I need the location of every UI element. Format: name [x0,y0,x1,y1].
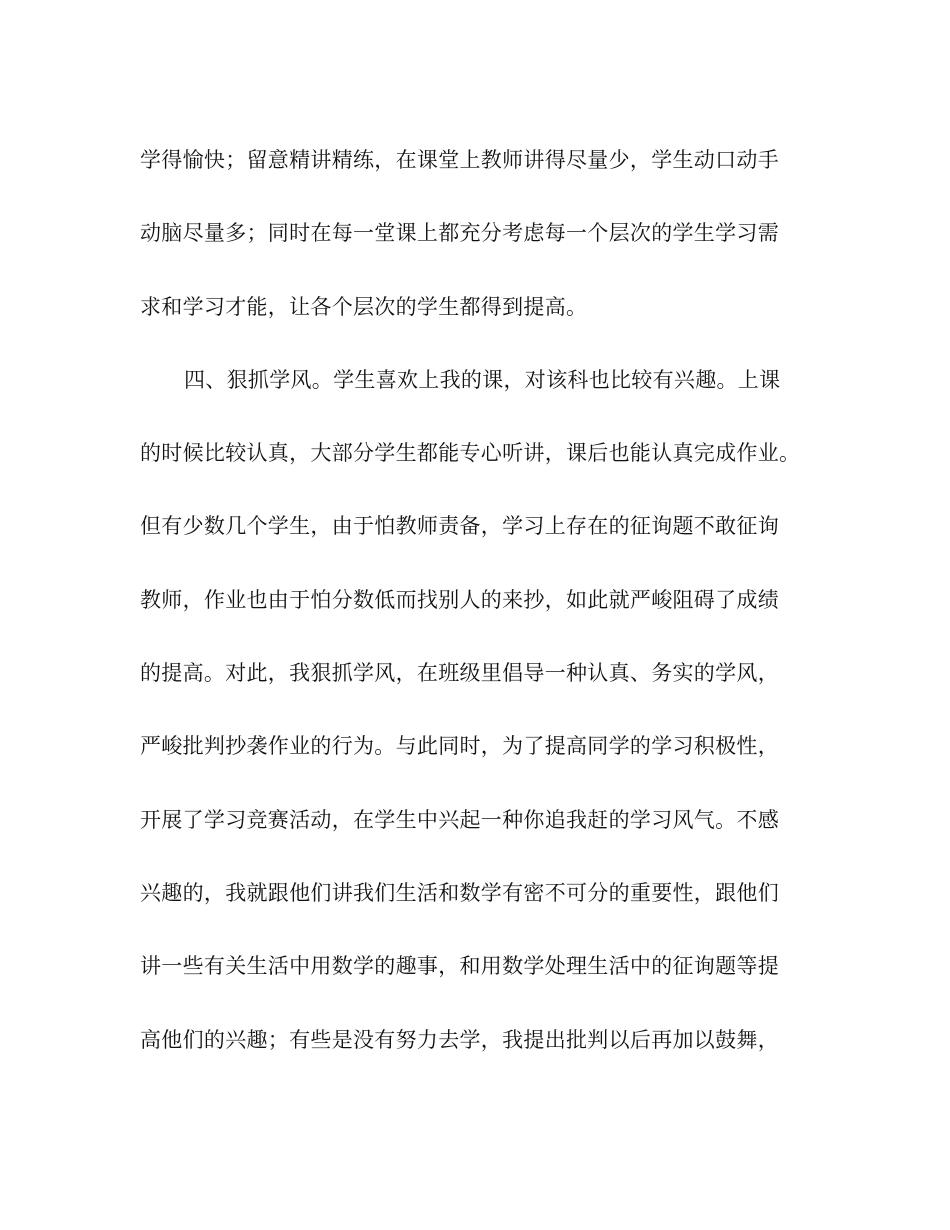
text-line: 动脑尽量多；同时在每一堂课上都充分考虑每一个层次的学生学习需 [140,221,779,246]
text-line: 的时候比较认真，大部分学生都能专心听讲，课后也能认真完成作业。 [140,441,801,466]
text-line: 讲一些有关生活中用数学的趣事，和用数学处理生活中的征询题等提 [140,954,779,979]
text-line: 开展了学习竞赛活动，在学生中兴起一种你追我赶的学习风气。不感 [140,807,779,832]
body-text [140,140,820,1093]
text-line: 的提高。对此，我狠抓学风，在班级里倡导一种认真、务实的学风， [140,661,779,686]
text-line: 求和学习才能，让各个层次的学生都得到提高。 [140,294,588,319]
text-line: 兴趣的，我就跟他们讲我们生活和数学有密不可分的重要性，跟他们 [140,880,779,905]
paragraph-start-line: 四、狠抓学风。学生喜欢上我的课，对该科也比较有兴趣。上课 [184,367,781,392]
text-line: 高他们的兴趣；有些是没有努力去学，我提出批判以后再加以鼓舞， [140,1027,779,1052]
text-line: 但有少数几个学生，由于怕教师责备，学习上存在的征询题不敢征询 [140,514,779,539]
text-line: 严峻批判抄袭作业的行为。与此同时，为了提高同学的学习积极性， [140,734,779,759]
text-line: 学得愉快；留意精讲精练，在课堂上教师讲得尽量少，学生动口动手 [140,148,779,172]
text-line: 教师，作业也由于怕分数低而找别人的来抄，如此就严峻阻碍了成绩 [140,587,779,612]
